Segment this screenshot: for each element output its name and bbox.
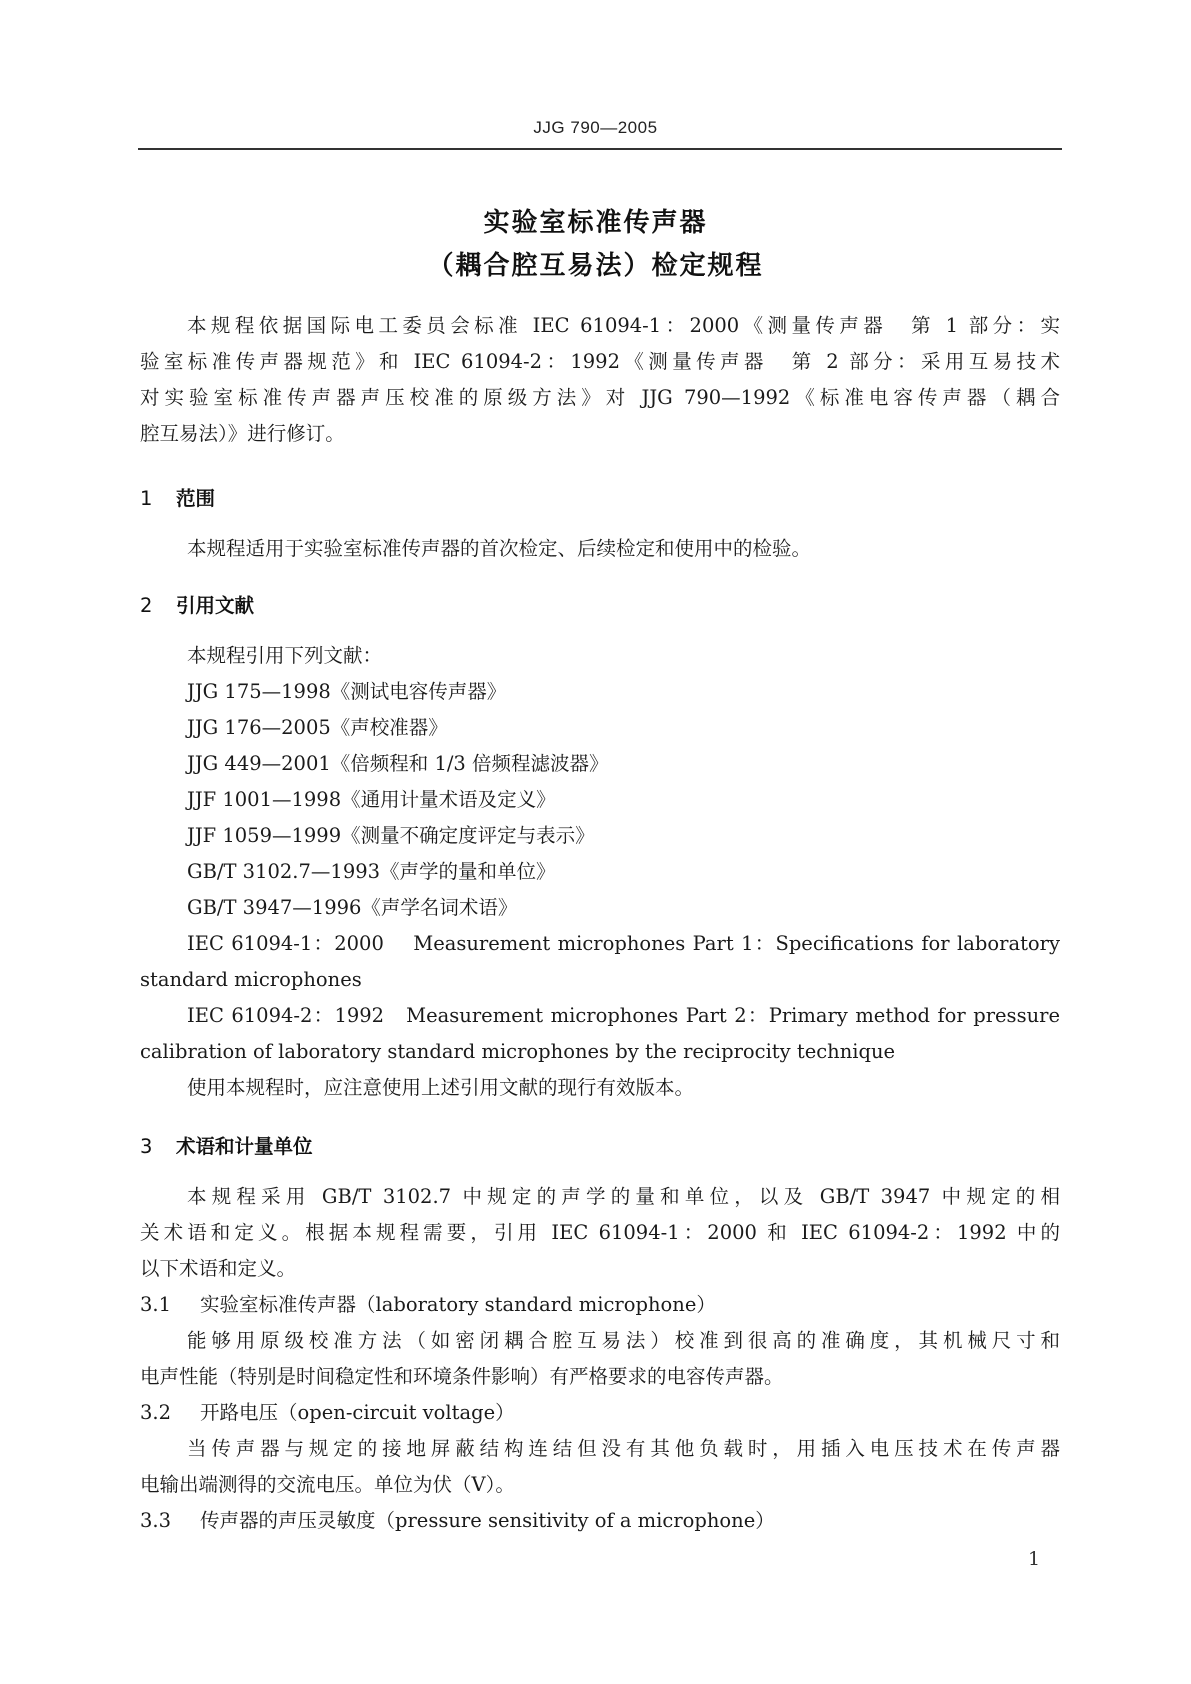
term-body-line: 当传声器与规定的接地屏蔽结构连结但没有其他负载时，用插入电压技术在传声器 [187,1437,1060,1460]
section-number: 3 [140,1135,153,1158]
reference-item: GB/T 3947—1996《声学名词术语》 [187,896,518,919]
section-heading-3 [140,1131,313,1159]
references-intro: 本规程引用下列文献： [187,644,383,667]
term-heading-3-1 [140,1291,1060,1319]
section-title: 术语和计量单位 [176,1135,313,1158]
reference-item: JJG 175—1998《测试电容传声器》 [187,680,507,703]
term-title: 实验室标准传声器（laboratory standard microphone） [200,1293,716,1316]
document-title-line2: （耦合腔互易法）检定规程 [427,251,764,281]
term-number: 3.2 [140,1401,172,1424]
header-rule [138,148,1062,150]
reference-item: IEC 61094-1：2000 Measurement microphones Part 1：Specifications for laboratory [187,932,1060,955]
term-body-line: 电声性能（特别是时间稳定性和环境条件影响）有严格要求的电容传声器。 [140,1365,784,1388]
preface-line: 验室标准传声器规范》和 IEC 61094-2：1992《测量传声器 第 2 部分：采用互易技术 [140,350,1060,373]
section-number: 1 [140,487,153,510]
reference-item-continued: standard microphones [140,968,362,991]
reference-item: JJG 176—2005《声校准器》 [187,716,448,739]
term-number: 3.3 [140,1509,172,1532]
preface-line: 对实验室标准传声器声压校准的原级方法》对 JJG 790—1992《标准电容传声器（耦合 [140,386,1060,409]
body-line: 关术语和定义。根据本规程需要，引用 IEC 61094-1：2000 和 IEC 61094-2：1992 中的 [140,1221,1060,1244]
term-heading-3-3 [140,1507,1060,1535]
section-number: 2 [140,594,153,617]
reference-item: JJF 1001—1998《通用计量术语及定义》 [187,788,556,811]
preface-line: 腔互易法）》进行修订。 [140,422,345,445]
section-title: 范围 [176,487,216,510]
reference-item: JJF 1059—1999《测量不确定度评定与表示》 [187,824,595,847]
term-heading-3-2 [140,1399,1060,1427]
body-line: 以下术语和定义。 [140,1257,297,1280]
reference-item: GB/T 3102.7—1993《声学的量和单位》 [187,860,556,883]
term-body-line: 能够用原级校准方法（如密闭耦合腔互易法）校准到很高的准确度，其机械尺寸和 [187,1329,1060,1352]
reference-item-continued: calibration of laboratory standard microphones by the reciprocity technique [140,1040,896,1063]
page-number: 1 [1028,1548,1041,1570]
reference-item: JJG 449—2001《倍频程和 1/3 倍频程滤波器》 [187,752,609,775]
term-body-line: 电输出端测得的交流电压。单位为伏（V）。 [140,1473,515,1496]
term-number: 3.1 [140,1293,172,1316]
standard-code: JJG 790—2005 [533,118,658,137]
term-title: 开路电压（open-circuit voltage） [200,1401,515,1424]
body-line: 本规程采用 GB/T 3102.7 中规定的声学的量和单位，以及 GB/T 3947 中规定的相 [187,1185,1060,1208]
section-heading-2 [140,590,254,618]
section-1-body: 本规程适用于实验室标准传声器的首次检定、后续检定和使用中的检验。 [187,537,812,560]
preface-line: 本规程依据国际电工委员会标准 IEC 61094-1：2000《测量传声器 第 1 部分：实 [187,314,1060,337]
references-note: 使用本规程时，应注意使用上述引用文献的现行有效版本。 [187,1076,695,1099]
reference-item: IEC 61094-2：1992 Measurement microphones Part 2：Primary method for pressure [187,1004,1060,1027]
section-heading-1 [140,483,215,511]
section-title: 引用文献 [176,594,255,617]
term-title: 传声器的声压灵敏度（pressure sensitivity of a microphone） [200,1509,775,1532]
document-title-line1: 实验室标准传声器 [483,208,708,238]
